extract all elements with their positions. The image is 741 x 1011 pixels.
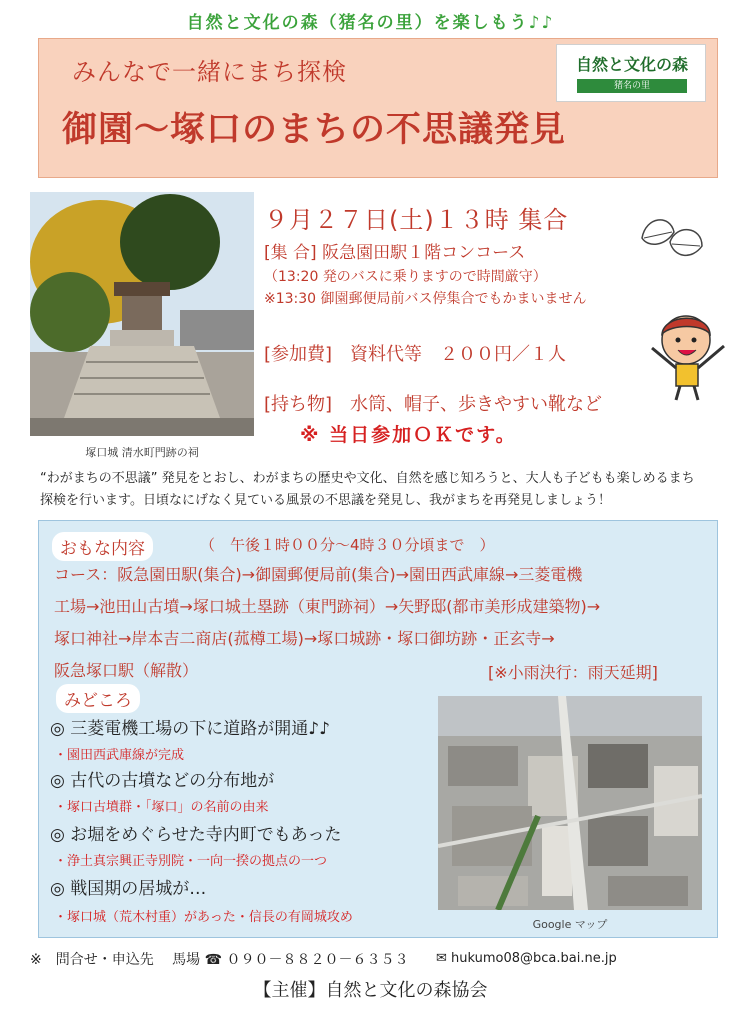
highlight-detail: ・塚口古墳群・「塚口」の名前の由来 [54,800,269,815]
bus-note: （13:20 発のバスに乗りますので時間厳守） [264,269,547,285]
highlight-item: ◎ 戦国期の居城が… [50,879,207,899]
main-content-heading: おもな内容 [52,532,153,561]
logo-text: 自然と文化の森 [575,55,688,74]
contact-email[interactable]: ✉ hukumo08@bca.bai.ne.jp [436,951,617,966]
items-to-bring: [持ち物] 水筒、帽子、歩きやすい靴など [264,394,603,415]
course-line: 工場→池田山古墳→塚口城土塁跡（東門跡祠）→矢野邸(都市美形成建築物)→ [54,597,601,616]
logo-subtext: 猪名の里 [577,79,687,93]
highlight-item: ◎ 三菱電機工場の下に道路が開通♪♪ [50,719,330,739]
event-datetime: ９月２７日(土)１３時 集合 [264,206,569,234]
shrine-photo [30,192,254,436]
highlight-item: ◎ お堀をめぐらせた寺内町でもあった [50,825,342,845]
photo-caption: 塚口城 清水町門跡の祠 [85,446,199,459]
kid-illustration [642,302,734,402]
intro-paragraph: “わがまちの不思議” 発見をとおし、わがまちの歴史や文化、自然を感じ知ろうと、大人も子どもも楽しめるまち探検を行います。日頃なにげなく見ている風景の不思議を発見し、我がまちを再発見しましょう！ [40,471,695,508]
rain-policy: [※小雨決行：雨天延期] [488,663,658,682]
same-day-ok-note: ※ 当日参加ＯＫです。 [300,424,517,446]
highlight-detail: ・浄土真宗興正寺別院・一向一揆の拠点の一つ [54,854,328,869]
contact-info: ※ 問合せ・申込先 馬場 ☎ ０９０－８８２０－６３５３ [30,952,409,968]
course-line: 塚口神社→岸本吉二商店(菰樽工場)→塚口城跡・塚口御坊跡・正玄寺→ [54,629,555,648]
aerial-map-photo [438,696,702,910]
highlight-detail: ・塚口城（荒木村重）があった・信長の有岡城攻め [54,910,353,925]
organizer: 【主催】自然と文化の森協会 [253,980,488,1001]
leaves-illustration [636,208,708,266]
participation-fee: [参加費] 資料代等 ２００円／１人 [264,344,567,365]
alternate-meeting-note: ※13:30 御園郵便局前バス停集合でもかまいません [264,291,587,307]
highlight-detail: ・園田西武庫線が完成 [54,748,185,763]
course-line: コース：阪急園田駅(集合)→御園郵便局前(集合)→園田西武庫線→三菱電機 [54,565,583,584]
meeting-place: [集 合] 阪急園田駅１階コンコース [264,243,526,263]
subtitle: みんなで一緒にまち探検 [72,58,347,86]
highlights-heading: みどころ [56,684,140,713]
tagline: 自然と文化の森（猪名の里）を楽しもう♪♪ [186,13,555,33]
time-range: （ 午後１時００分～4時３０分頃まで ） [200,536,495,554]
page-title: 御園～塚口のまちの不思議発見 [62,110,567,150]
highlight-item: ◎ 古代の古墳などの分布地が [50,771,275,791]
course-line: 阪急塚口駅（解散） [54,661,199,680]
map-caption: Google マップ [532,918,608,931]
organization-logo [556,44,706,102]
